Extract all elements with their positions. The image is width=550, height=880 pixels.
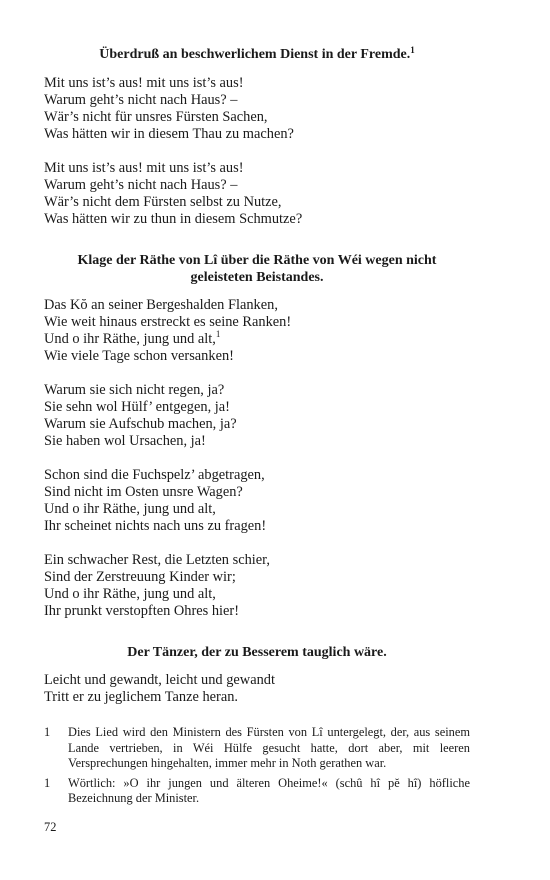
stanza <box>44 672 470 706</box>
verse-line: Warum sie Aufschub machen, ja? <box>44 416 237 432</box>
verse-line: Warum sie sich nicht regen, ja? <box>44 382 225 398</box>
verse-line: Mit uns ist’s aus! mit uns ist’s aus! <box>44 75 244 91</box>
verse-line: Das Kŏ an seiner Bergeshalden Flanken, <box>44 297 278 313</box>
verse-line <box>44 331 470 348</box>
footnote-ref[interactable]: 1 <box>215 329 221 339</box>
verse-line: Tritt er zu jeglichem Tanze heran. <box>44 689 238 705</box>
footnote-ref[interactable]: 1 <box>410 45 415 55</box>
verse-line: Ihr scheinet nichts nach uns zu fragen! <box>44 518 267 534</box>
verse-line: Und o ihr Räthe, jung und alt, <box>44 586 216 602</box>
page-body <box>44 46 470 706</box>
verse-line: Sie sehn wol Hülf’ entgegen, ja! <box>44 399 230 415</box>
poem-title-2: Klage der Räthe von Lî über die Räthe von Wéi wegen nicht geleisteten Beistandes. <box>77 253 437 285</box>
verse-line: Wär’s nicht dem Fürsten selbst zu Nutze, <box>44 194 282 210</box>
poem-title-1-text: Überdruß an beschwerlichem Dienst in der Fremde. <box>99 47 411 62</box>
footnote-text: Dies Lied wird den Ministern des Fürsten von Lî untergelegt, der, aus seinem Lande vertrieben, in Wéi Hülfe gesucht hatte, dort aber, mit leeren Versprechungen hingehalten, immer mehr in Noth gerathen war. <box>68 725 470 771</box>
verse-line: Sind der Zerstreuung Kinder wir; <box>44 569 236 585</box>
verse-line-text: Und o ihr Räthe, jung und alt, <box>44 331 216 347</box>
verse-line: Was hätten wir in diesem Thau zu machen? <box>44 126 294 142</box>
stanza <box>44 297 470 365</box>
footnote <box>44 725 470 772</box>
footnote <box>44 776 470 807</box>
stanza <box>44 160 470 228</box>
stanza <box>44 382 470 450</box>
verse-line: Warum geht’s nicht nach Haus? – <box>44 92 238 108</box>
footnote-text: Wörtlich: »O ihr jungen und älteren Oheime!« (schû hî pĕ hî) höfliche Bezeichnung der Minister. <box>68 775 470 806</box>
verse-line: Sie haben wol Ursachen, ja! <box>44 433 206 449</box>
verse-line: Wie viele Tage schon versanken! <box>44 348 234 364</box>
verse-line: Wär’s nicht für unsres Fürsten Sachen, <box>44 109 268 125</box>
verse-line: Ein schwacher Rest, die Letzten schier, <box>44 552 270 568</box>
verse-line: Mit uns ist’s aus! mit uns ist’s aus! <box>44 160 244 176</box>
poem-title-3: Der Tänzer, der zu Besserem tauglich wäre. <box>127 645 387 660</box>
stanza <box>44 552 470 620</box>
verse-line: Leicht und gewandt, leicht und gewandt <box>44 672 275 688</box>
poem-title-1 <box>44 46 470 63</box>
verse-line: Und o ihr Räthe, jung und alt, <box>44 501 216 517</box>
footnotes <box>44 725 470 811</box>
verse-line: Schon sind die Fuchspelz’ abgetragen, <box>44 467 265 483</box>
verse-line: Wie weit hinaus erstreckt es seine Ranken! <box>44 314 292 330</box>
stanza <box>44 467 470 535</box>
footnote-number: 1 <box>44 725 51 739</box>
stanza <box>44 75 470 143</box>
verse-line: Ihr prunkt verstopften Ohres hier! <box>44 603 240 619</box>
page-number: 72 <box>44 820 57 834</box>
footnote-number: 1 <box>44 775 51 790</box>
verse-line: Was hätten wir zu thun in diesem Schmutze? <box>44 211 303 227</box>
verse-line: Warum geht’s nicht nach Haus? – <box>44 177 238 193</box>
verse-line: Sind nicht im Osten unsre Wagen? <box>44 484 243 500</box>
